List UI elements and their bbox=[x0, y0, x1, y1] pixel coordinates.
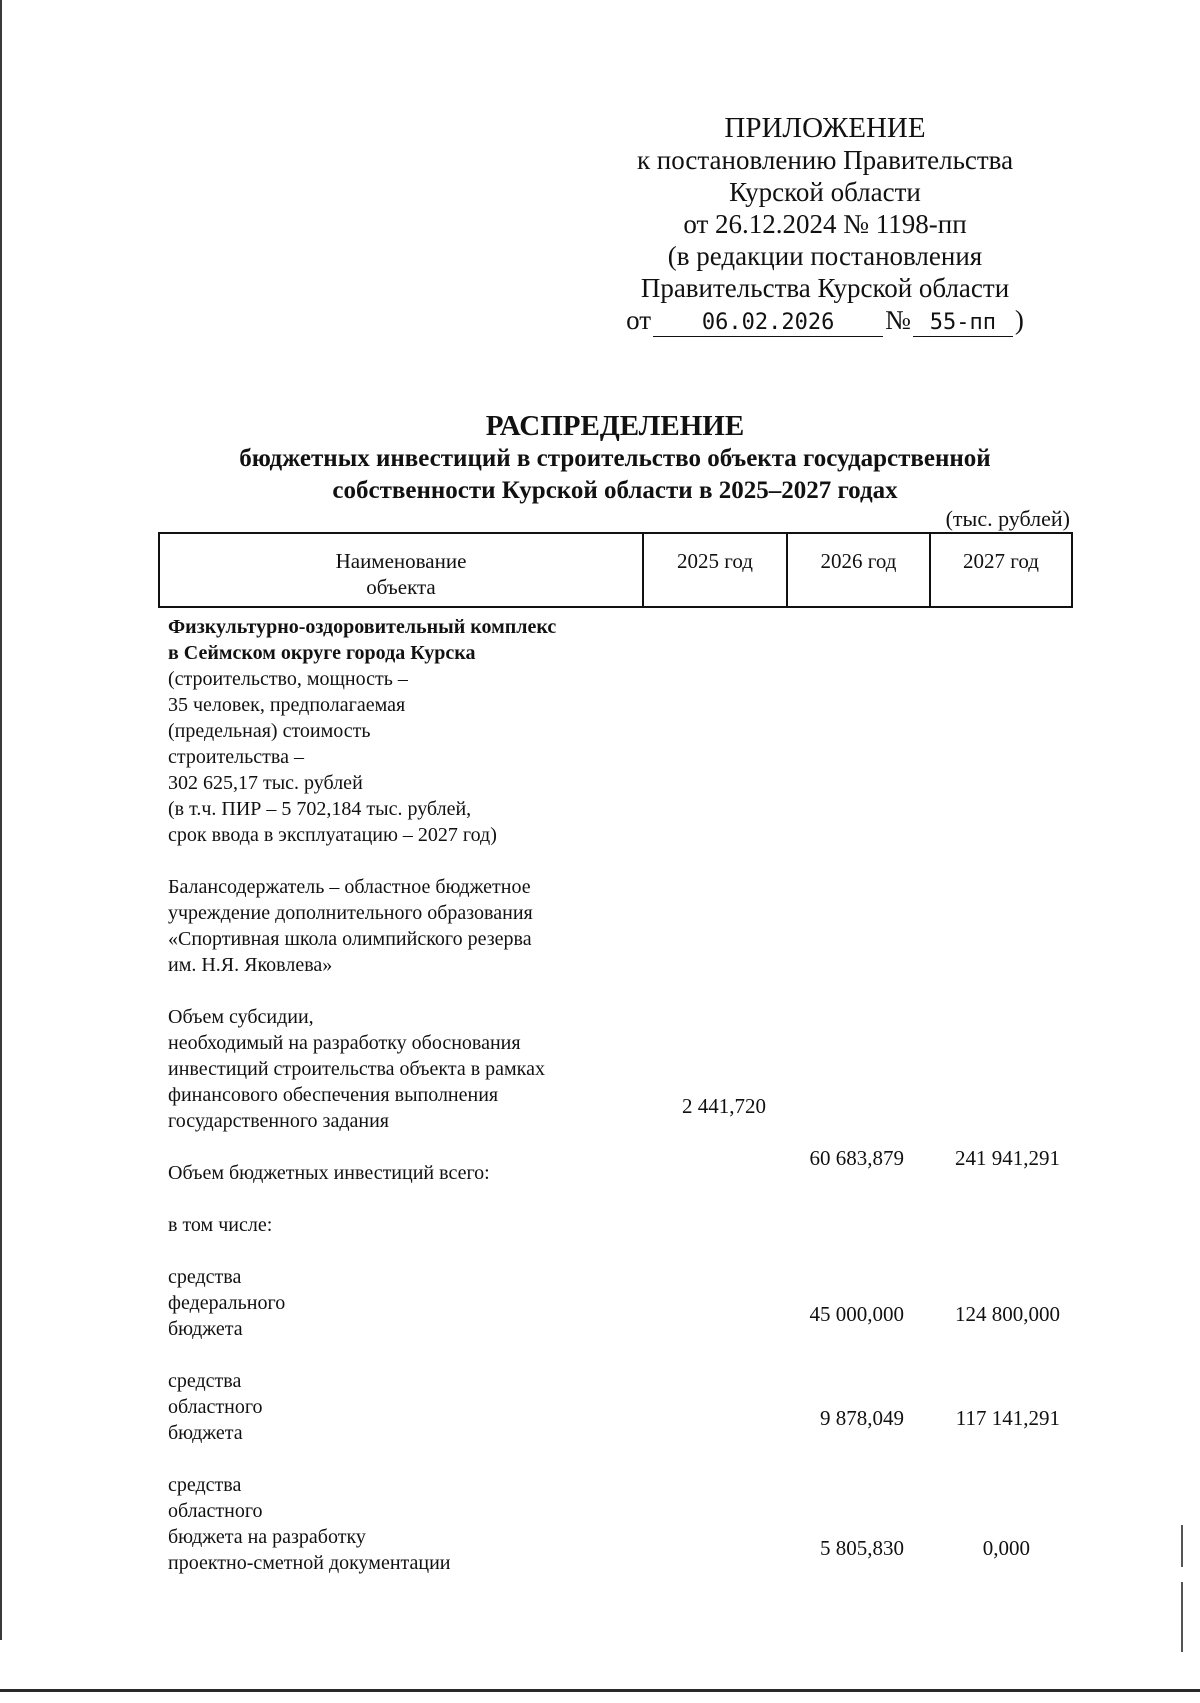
document-subtitle bbox=[120, 443, 1110, 507]
scan-left-edge bbox=[0, 0, 2, 1640]
design-label: областного bbox=[168, 1500, 263, 1522]
holder-line: им. Н.Я. Яковлева» bbox=[168, 954, 333, 976]
total-2026-value: 60 683,879 bbox=[809, 1146, 904, 1170]
object-description bbox=[168, 614, 628, 1576]
regional-2026-value: 9 878,049 bbox=[820, 1406, 904, 1430]
amendment-date: 06.02.2026 bbox=[653, 310, 883, 337]
design-2026-value: 5 805,830 bbox=[820, 1536, 904, 1560]
holder-line: Балансодержатель – областное бюджетное bbox=[168, 876, 531, 898]
object-desc-line: (в т.ч. ПИР – 5 702,184 тыс. рублей, bbox=[168, 798, 472, 820]
appendix-title: ПРИЛОЖЕНИЕ bbox=[724, 112, 926, 144]
subsidy-label: инвестиций строительства объекта в рамках bbox=[168, 1058, 545, 1080]
header-2027: 2027 год bbox=[929, 534, 1071, 606]
scan-bottom-edge bbox=[0, 1689, 1200, 1692]
subtitle-line: собственности Курской области в 2025–2027 годах bbox=[332, 477, 898, 504]
object-desc-line: (предельная) стоимость bbox=[168, 720, 371, 742]
amendment-date-line bbox=[600, 304, 1050, 337]
appendix-line: от 26.12.2024 № 1198-пп bbox=[683, 209, 967, 239]
appendix-header bbox=[600, 112, 1050, 337]
object-name: Физкультурно-оздоровительный комплекс bbox=[168, 616, 557, 638]
subsidy-label: финансового обеспечения выполнения bbox=[168, 1084, 499, 1106]
holder-line: «Спортивная школа олимпийского резерва bbox=[168, 928, 532, 950]
federal-2026-value: 45 000,000 bbox=[809, 1302, 904, 1326]
object-desc-line: строительства – bbox=[168, 746, 304, 768]
closing-paren: ) bbox=[1014, 305, 1024, 335]
appendix-line: (в редакции постановления bbox=[667, 241, 983, 271]
regional-label: средства bbox=[168, 1370, 242, 1392]
federal-label: бюджета bbox=[168, 1318, 243, 1340]
header-name-line: Наименование bbox=[335, 549, 467, 573]
subsidy-label: необходимый на разработку обоснования bbox=[168, 1032, 521, 1054]
object-desc-line: (строительство, мощность – bbox=[168, 668, 408, 690]
appendix-line: Курской области bbox=[729, 177, 921, 207]
regional-label: бюджета bbox=[168, 1422, 243, 1444]
header-name-line: объекта bbox=[366, 575, 436, 599]
scan-margin-mark bbox=[1181, 1582, 1183, 1652]
federal-label: средства bbox=[168, 1266, 242, 1288]
object-name: в Сеймском округе города Курска bbox=[168, 642, 476, 664]
federal-label: федерального bbox=[168, 1292, 286, 1314]
design-label: бюджета на разработку bbox=[168, 1526, 366, 1548]
total-label: Объем бюджетных инвестиций всего: bbox=[168, 1162, 490, 1184]
subsidy-label: государственного задания bbox=[168, 1110, 389, 1132]
regional-label: областного bbox=[168, 1396, 263, 1418]
design-label: проектно-сметной документации bbox=[168, 1552, 451, 1574]
unit-label: (тыс. рублей) bbox=[945, 506, 1070, 531]
subtitle-line: бюджетных инвестиций в строительство объекта государственной bbox=[239, 445, 991, 472]
number-sign: № bbox=[885, 305, 911, 335]
appendix-line: Правительства Курской области bbox=[640, 273, 1010, 303]
appendix-line: к постановлению Правительства bbox=[636, 145, 1014, 175]
object-desc-line: 302 625,17 тыс. рублей bbox=[168, 772, 363, 794]
holder-line: учреждение дополнительного образования bbox=[168, 902, 533, 924]
design-label: средства bbox=[168, 1474, 242, 1496]
header-2025: 2025 год bbox=[642, 534, 786, 606]
from-label: от bbox=[626, 305, 652, 335]
header-2026: 2026 год bbox=[786, 534, 929, 606]
regional-2027-value: 117 141,291 bbox=[955, 1406, 1060, 1430]
federal-2027-value: 124 800,000 bbox=[955, 1302, 1060, 1326]
scan-margin-mark bbox=[1181, 1525, 1183, 1567]
design-2027-value: 0,000 bbox=[982, 1536, 1030, 1560]
table-header bbox=[158, 532, 1073, 608]
object-desc-line: срок ввода в эксплуатацию – 2027 год) bbox=[168, 824, 497, 846]
subsidy-label: Объем субсидии, bbox=[168, 1006, 314, 1028]
amendment-number: 55-пп bbox=[913, 310, 1013, 337]
total-2027-value: 241 941,291 bbox=[955, 1146, 1060, 1170]
header-name-cell bbox=[160, 534, 642, 606]
document-title: РАСПРЕДЕЛЕНИЕ bbox=[485, 410, 745, 442]
including-label: в том числе: bbox=[168, 1214, 273, 1236]
subsidy-2025-value: 2 441,720 bbox=[682, 1094, 766, 1118]
object-desc-line: 35 человек, предполагаемая bbox=[168, 694, 406, 716]
